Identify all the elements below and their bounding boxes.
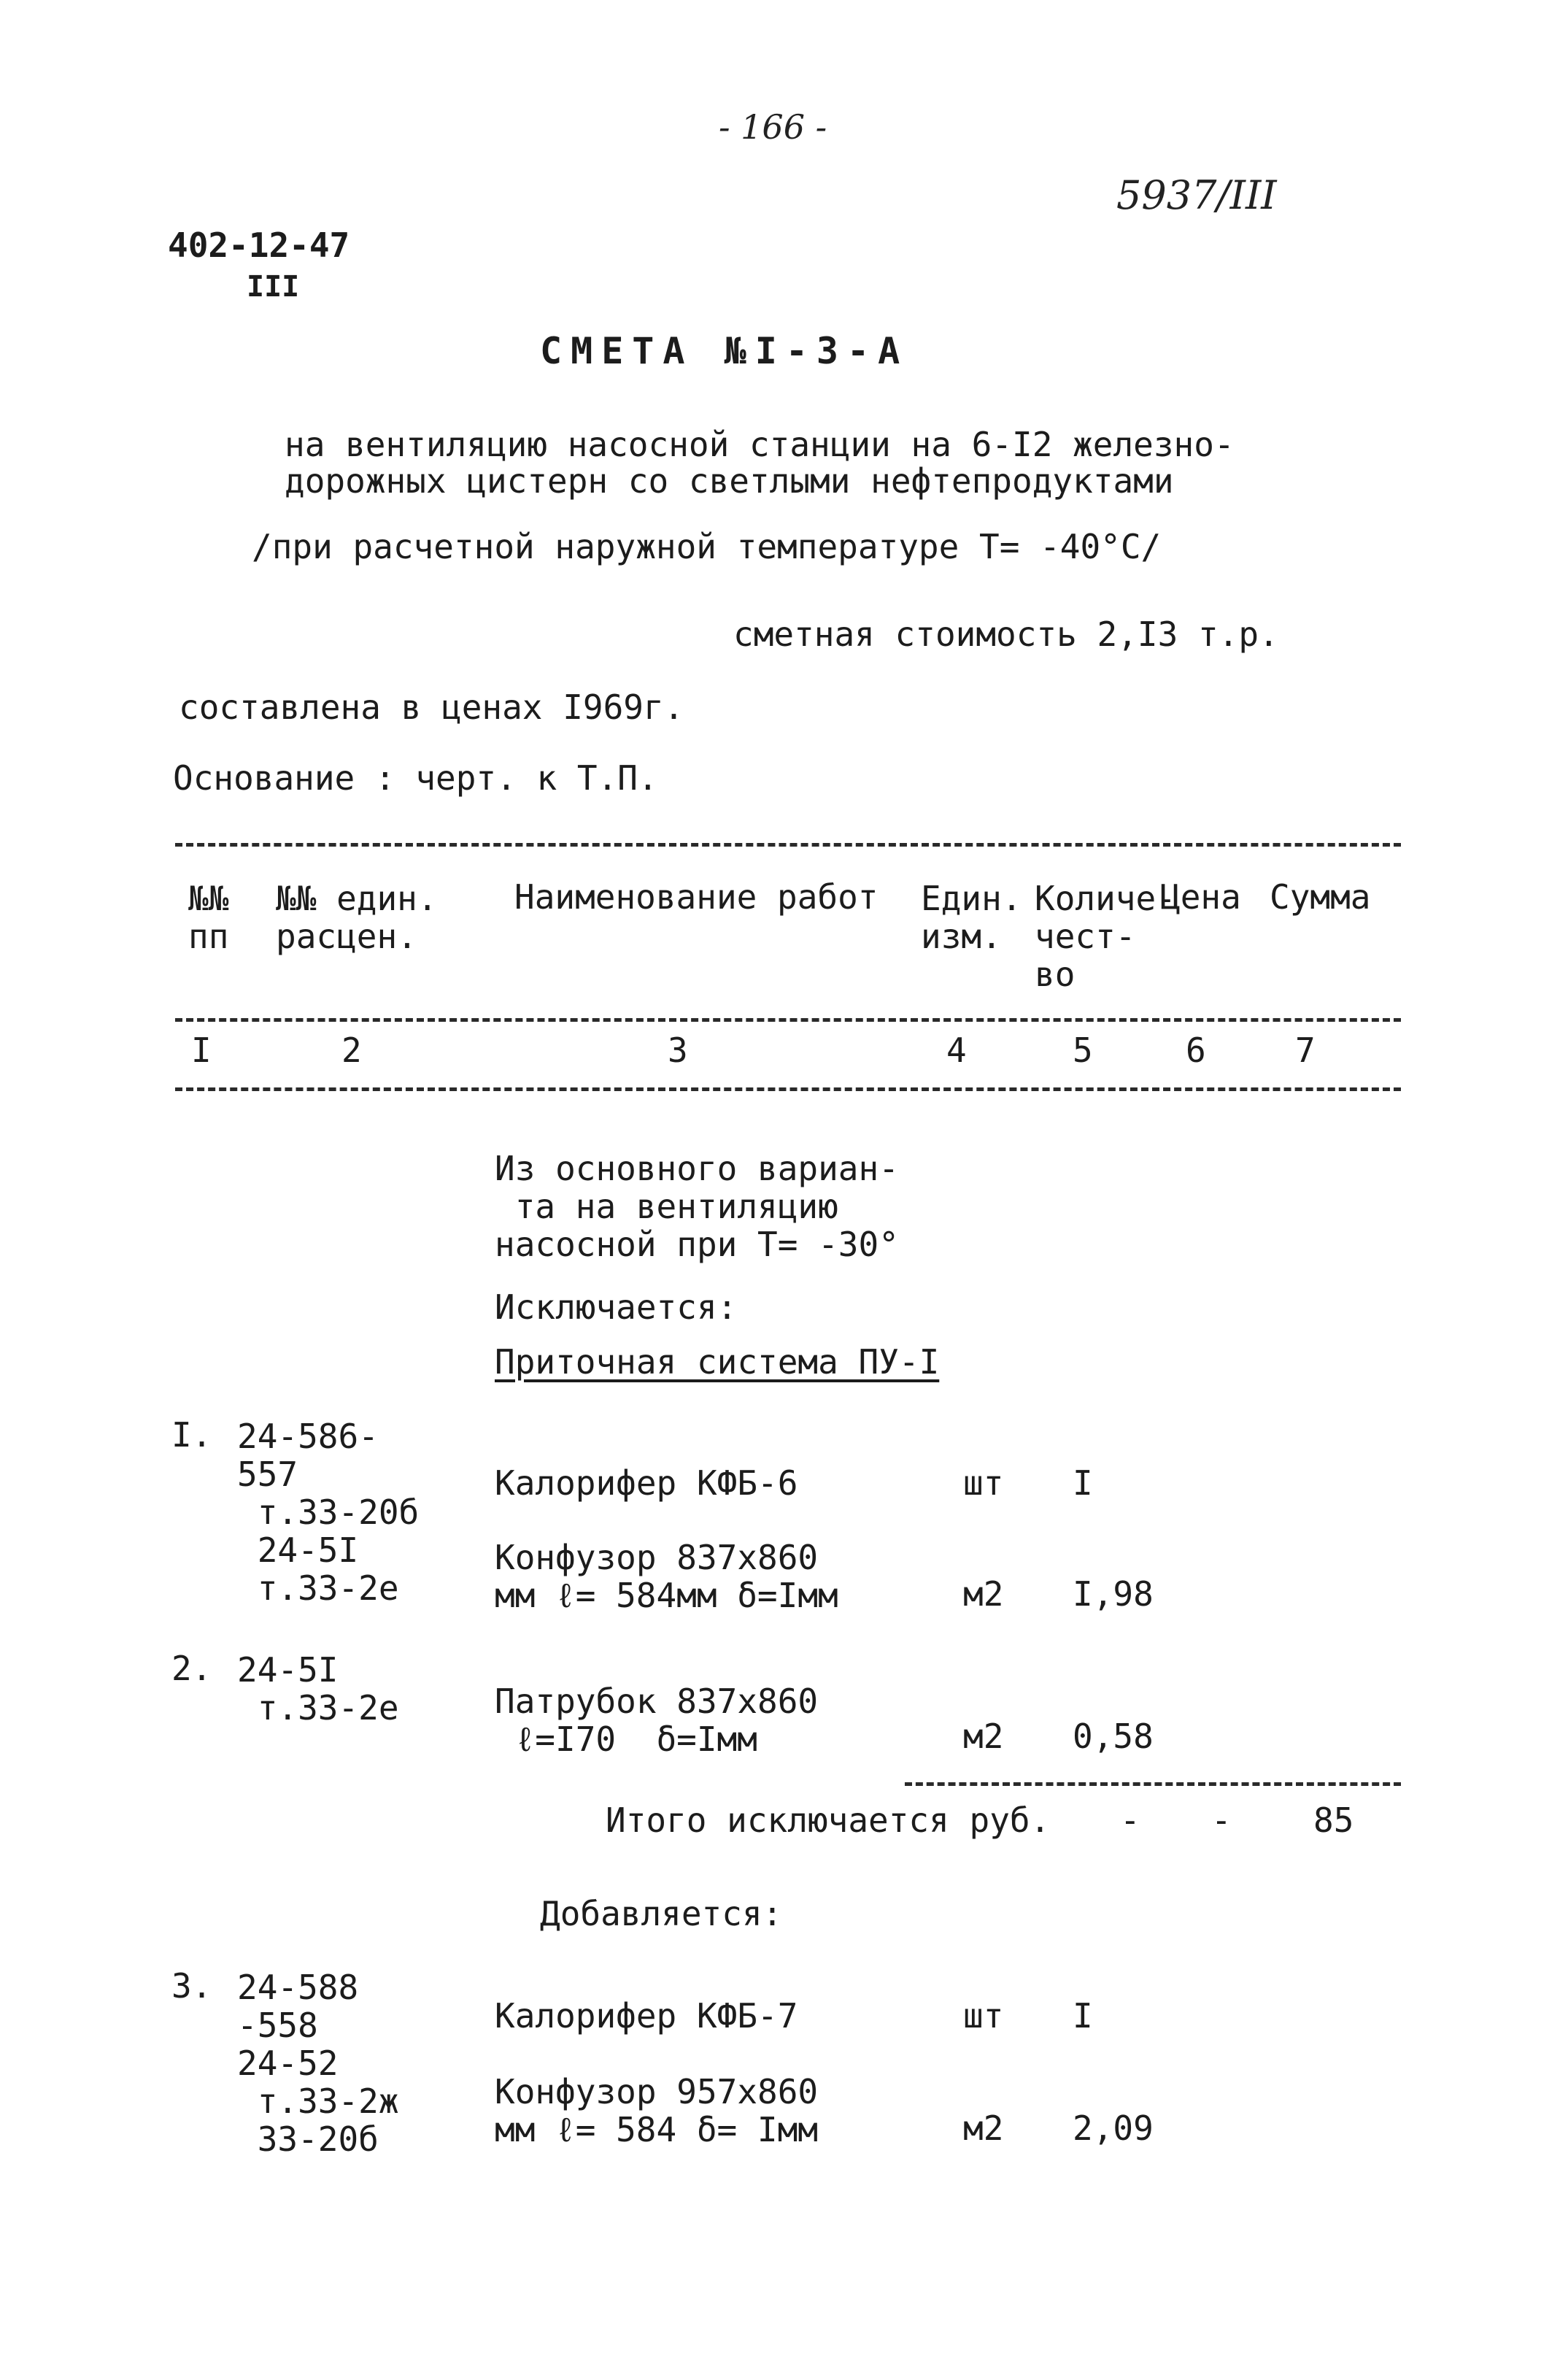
header-rule bbox=[175, 1018, 1401, 1022]
col-number-4: 4 bbox=[946, 1031, 967, 1070]
project-code: 402-12-47 bbox=[168, 226, 350, 265]
added-label: Добавляется: bbox=[540, 1894, 783, 1933]
row1-item1-unit: шт bbox=[963, 1463, 1004, 1503]
column-numbers-rule bbox=[175, 1087, 1401, 1091]
header-col3: Наименование работ bbox=[514, 877, 879, 917]
subtitle-line-3: /при расчетной наружной температуре Т= -40°С/ bbox=[252, 527, 1162, 566]
col-number-7: 7 bbox=[1295, 1031, 1316, 1070]
row2-item-name: Патрубок 837х860 ℓ=I70 δ=Iмм bbox=[495, 1682, 819, 1759]
row1-item2-unit: м2 bbox=[963, 1574, 1004, 1614]
supply-system-heading: Приточная система ПУ-I bbox=[495, 1342, 940, 1382]
row2-item-unit: м2 bbox=[963, 1717, 1004, 1756]
prices-year: составлена в ценах I969г. bbox=[179, 688, 684, 727]
header-col4: Един. изм. bbox=[921, 879, 1022, 956]
row3-number: 3. bbox=[171, 1966, 212, 2006]
total-excluded-dash: - bbox=[1211, 1801, 1232, 1840]
row3-item1-qty: I bbox=[1073, 1996, 1093, 2036]
header-col7: Сумма bbox=[1270, 877, 1371, 917]
basis-line: Основание : черт. к Т.П. bbox=[173, 758, 658, 798]
col-number-3: 3 bbox=[668, 1031, 688, 1070]
row2-number: 2. bbox=[171, 1649, 212, 1688]
row3-item1-unit: шт bbox=[963, 1996, 1004, 2036]
row1-item1-qty: I bbox=[1073, 1463, 1093, 1503]
subtitle-line-1: на вентиляцию насосной станции на 6-I2 железно- bbox=[285, 425, 1235, 464]
row3-item2-name: Конфузор 957х860 мм ℓ= 584 δ= Iмм bbox=[495, 2072, 819, 2149]
page-number: - 166 - bbox=[719, 107, 827, 147]
document-title: СМЕТА №I-3-А bbox=[540, 330, 909, 372]
total-excluded-price: - bbox=[1120, 1801, 1140, 1840]
col-number-5: 5 bbox=[1073, 1031, 1093, 1070]
row1-item2-name: Конфузор 837х860 мм ℓ= 584мм δ=Iмм bbox=[495, 1538, 838, 1615]
subtotal-rule bbox=[905, 1782, 1401, 1786]
total-excluded-label: Итого исключается руб. bbox=[606, 1801, 1051, 1840]
volume-mark: III bbox=[247, 270, 300, 304]
header-col1: №№ пп bbox=[188, 879, 229, 956]
header-col2: №№ един. расцен. bbox=[276, 879, 438, 956]
col-number-6: 6 bbox=[1186, 1031, 1206, 1070]
row3-item2-qty: 2,09 bbox=[1073, 2109, 1154, 2148]
section-intro: Из основного вариан- та на вентиляцию насосной при Т= -30° bbox=[495, 1149, 899, 1264]
row2-item-qty: 0,58 bbox=[1073, 1717, 1154, 1756]
estimated-cost: сметная стоимость 2,I3 т.р. bbox=[733, 615, 1279, 654]
row1-item2-qty: I,98 bbox=[1073, 1574, 1154, 1614]
col-number-1: I bbox=[191, 1031, 212, 1070]
row3-item1-name: Калорифер КФБ-7 bbox=[495, 1996, 798, 2036]
archive-number: 5937/III bbox=[1116, 172, 1277, 218]
row3-codes: 24-588 -558 24-52 т.33-2ж 33-20б bbox=[237, 1968, 399, 2159]
table-top-rule bbox=[175, 843, 1401, 847]
row1-codes: 24-586- 557 т.33-20б 24-5I т.33-2е bbox=[237, 1417, 420, 1608]
subtitle-line-2: дорожных цистерн со светлыми нефтепродуктами bbox=[285, 461, 1174, 501]
row1-number: I. bbox=[171, 1415, 212, 1455]
header-col5: Количе- чест- во bbox=[1035, 879, 1176, 994]
row3-item2-unit: м2 bbox=[963, 2109, 1004, 2148]
col-number-2: 2 bbox=[341, 1031, 362, 1070]
total-excluded-sum: 85 bbox=[1313, 1801, 1354, 1840]
header-col6: Цена bbox=[1160, 877, 1241, 917]
row2-codes: 24-5I т.33-2е bbox=[237, 1650, 399, 1728]
excluded-label: Исключается: bbox=[495, 1287, 738, 1327]
row1-item1-name: Калорифер КФБ-6 bbox=[495, 1463, 798, 1503]
